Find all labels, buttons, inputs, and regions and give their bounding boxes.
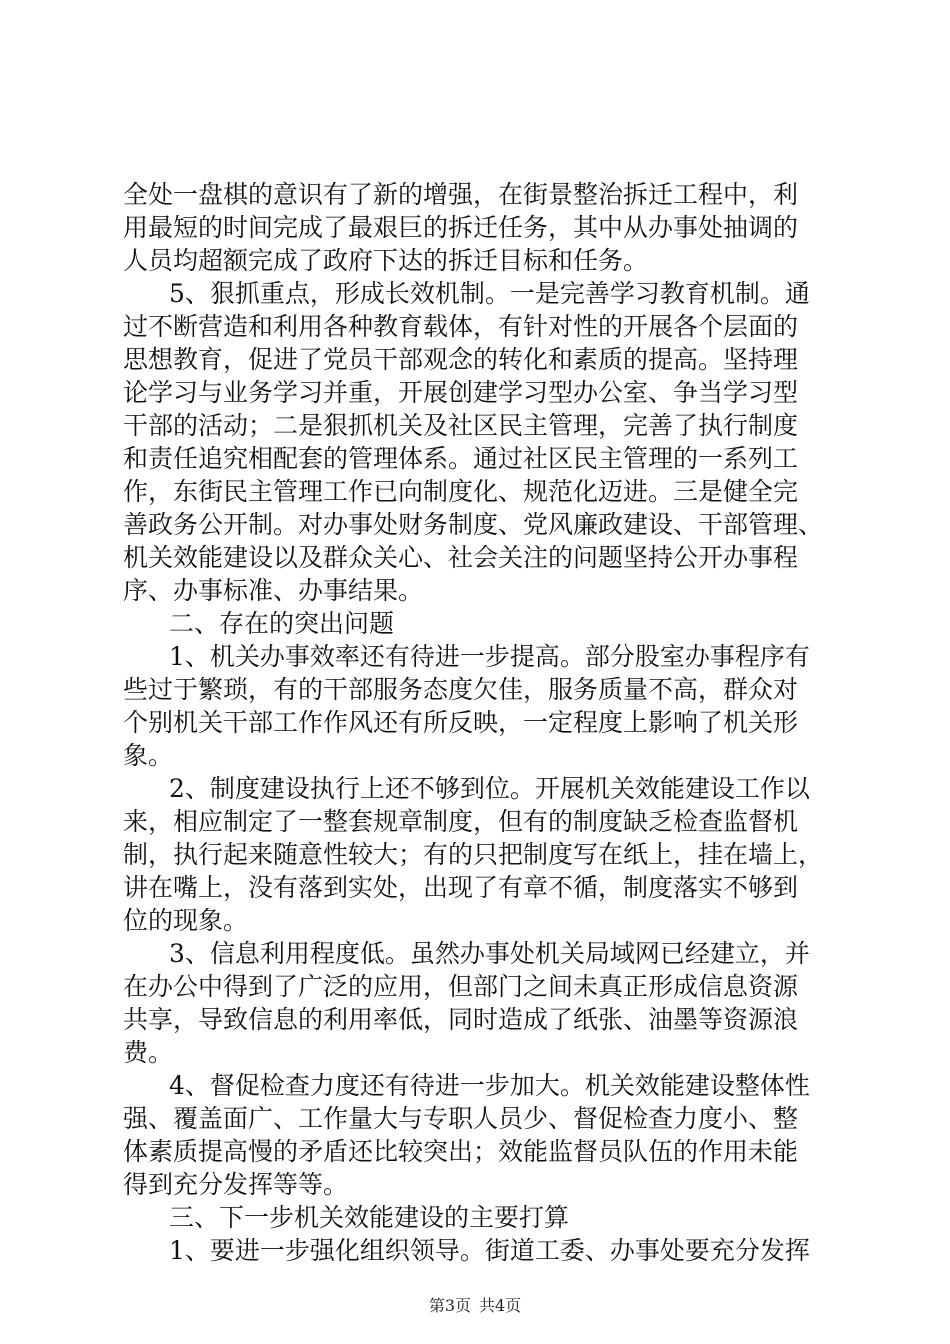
text-line: 在办公中得到了广泛的应用，但部门之间未真正形成信息资源 — [123, 972, 799, 1001]
text-line: 费。 — [123, 1038, 174, 1067]
text-line: 1、机关办事效率还有待进一步提高。部分股室办事程序有 — [169, 642, 810, 671]
page-footer — [0, 1296, 950, 1316]
text-line: 制，执行起来随意性较大；有的只把制度写在纸上，挂在墙上， — [123, 840, 824, 869]
text-line: 4、督促检查力度还有待进一步加大。机关效能建设整体性 — [169, 1071, 810, 1100]
text-line: 论学习与业务学习并重，开展创建学习型办公室、争当学习型 — [123, 378, 799, 407]
text-line: 2、制度建设执行上还不够到位。开展机关效能建设工作以 — [169, 774, 810, 803]
text-line: 5、狠抓重点，形成长效机制。一是完善学习教育机制。通 — [169, 279, 810, 308]
text-line: 讲在嘴上，没有落到实处，出现了有章不循，制度落实不够到 — [123, 873, 799, 902]
text-line: 善政务公开制。对办事处财务制度、党风廉政建设、干部管理、 — [123, 510, 824, 539]
text-line: 强、覆盖面广、工作量大与专职人员少、督促检查力度小、整 — [123, 1104, 799, 1133]
text-line: 二、存在的突出问题 — [169, 609, 395, 638]
text-line: 共享，导致信息的利用率低，同时造成了纸张、油墨等资源浪 — [123, 1005, 799, 1034]
text-line: 位的现象。 — [123, 906, 249, 935]
text-line: 序、办事标准、办事结果。 — [123, 576, 424, 605]
text-line: 来，相应制定了一整套规章制度，但有的制度缺乏检查监督机 — [123, 807, 799, 836]
text-line: 和责任追究相配套的管理体系。通过社区民主管理的一系列工 — [123, 444, 799, 473]
text-line: 3、信息利用程度低。虽然办事处机关局域网已经建立，并 — [169, 939, 810, 968]
page-total: 共4页 — [479, 1296, 522, 1315]
text-line: 三、下一步机关效能建设的主要打算 — [169, 1203, 570, 1232]
text-line: 些过于繁琐，有的干部服务态度欠佳，服务质量不高，群众对 — [123, 675, 799, 704]
text-line: 用最短的时间完成了最艰巨的拆迁任务，其中从办事处抽调的 — [123, 213, 799, 242]
document-body — [123, 178, 837, 1267]
text-line: 个别机关干部工作作风还有所反映，一定程度上影响了机关形 — [123, 708, 799, 737]
text-line: 象。 — [123, 741, 174, 770]
text-line: 体素质提高慢的矛盾还比较突出；效能监督员队伍的作用未能 — [123, 1137, 799, 1166]
text-line: 得到充分发挥等等。 — [123, 1170, 349, 1199]
text-line: 1、要进一步强化组织领导。街道工委、办事处要充分发挥 — [169, 1236, 810, 1265]
page-number: 第3页 — [428, 1296, 471, 1315]
text-line: 思想教育，促进了党员干部观念的转化和素质的提高。坚持理 — [123, 345, 799, 374]
text-line: 人员均超额完成了政府下达的拆迁目标和任务。 — [123, 246, 649, 275]
text-line: 机关效能建设以及群众关心、社会关注的问题坚持公开办事程 — [123, 543, 799, 572]
text-line: 全处一盘棋的意识有了新的增强，在街景整治拆迁工程中，利 — [123, 180, 799, 209]
text-line: 过不断营造和利用各种教育载体，有针对性的开展各个层面的 — [123, 312, 799, 341]
text-line: 作，东街民主管理工作已向制度化、规范化迈进。三是健全完 — [123, 477, 799, 506]
text-line: 干部的活动；二是狠抓机关及社区民主管理，完善了执行制度 — [123, 411, 799, 440]
